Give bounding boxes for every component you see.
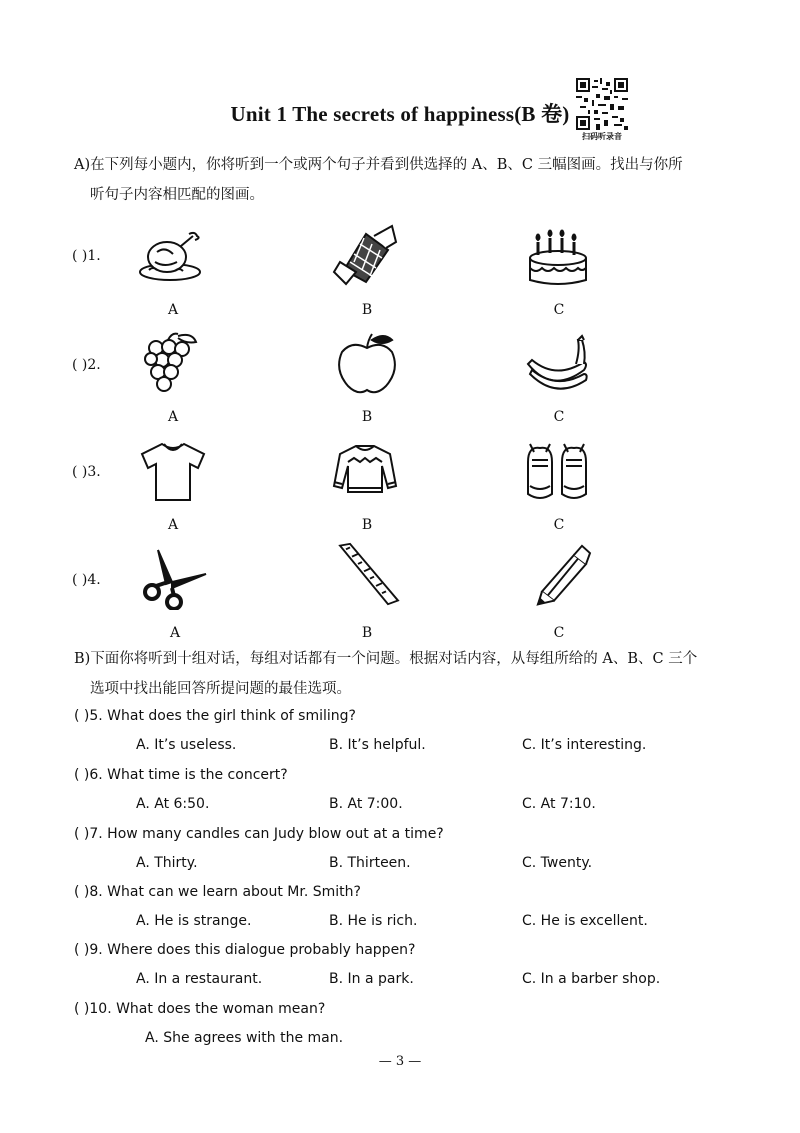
page-number: — 3 —: [378, 1054, 422, 1069]
section-a-instructions: [74, 150, 683, 210]
question-5: ( )5. What does the girl think of smiling?: [74, 708, 356, 724]
ruler-icon: [332, 542, 402, 606]
scissors-icon: [138, 546, 208, 610]
question-8: ( )8. What can we learn about Mr. Smith?: [74, 884, 361, 900]
question-7: ( )7. How many candles can Judy blow out at a time?: [74, 826, 444, 842]
section-b-instructions: [74, 644, 697, 704]
q9-option-a: A. In a restaurant.: [136, 971, 263, 987]
q2-letter-a: A: [167, 409, 179, 425]
q9-option-b: B. In a park.: [329, 971, 414, 987]
q6-option-a: A. At 6:50.: [136, 796, 210, 812]
q8-option-b: B. He is rich.: [329, 913, 418, 929]
page-title: Unit 1 The secrets of happiness(B 卷): [230, 102, 570, 126]
bananas-icon: [522, 334, 592, 398]
question-4-label: ( )4.: [72, 572, 101, 588]
q8-option-c: C. He is excellent.: [522, 913, 648, 929]
q4-letter-c: C: [553, 625, 565, 641]
q8-option-a: A. He is strange.: [136, 913, 252, 929]
chocolate-bar-icon: [330, 222, 400, 286]
q1-letter-c: C: [553, 302, 565, 318]
apple-icon: [332, 332, 402, 396]
q9-option-c: C. In a barber shop.: [522, 971, 661, 987]
t-shirt-icon: [138, 440, 208, 504]
question-6: ( )6. What time is the concert?: [74, 767, 288, 783]
qr-caption: 扫码听录音: [582, 132, 622, 141]
q5-option-b: B. It’s helpful.: [329, 737, 426, 753]
question-2-label: ( )2.: [72, 357, 101, 373]
q5-option-a: A. It’s useless.: [136, 737, 237, 753]
question-1-label: ( )1.: [72, 248, 101, 264]
q7-option-a: A. Thirty.: [136, 855, 198, 871]
section-b-line2: 选项中找出能回答所提问题的最佳选项。: [90, 681, 351, 697]
qr-code-icon: [576, 78, 628, 130]
q2-letter-c: C: [553, 409, 565, 425]
q2-letter-b: B: [361, 409, 373, 425]
section-b-line1: B)下面你将听到十组对话，每组对话都有一个问题。根据对话内容，从每组所给的 A、B、C 三个: [74, 651, 698, 667]
q3-letter-a: A: [167, 517, 179, 533]
question-9: ( )9. Where does this dialogue probably happen?: [74, 942, 416, 958]
grapes-icon: [138, 330, 208, 394]
q4-letter-b: B: [361, 625, 373, 641]
q1-letter-a: A: [167, 302, 179, 318]
q5-option-c: C. It’s interesting.: [522, 737, 647, 753]
section-a-line1: A)在下列每小题内，你将听到一个或两个句子并看到供选择的 A、B、C 三幅图画。找出与你所: [74, 157, 683, 173]
q7-option-b: B. Thirteen.: [329, 855, 411, 871]
q10-option-a: A. She agrees with the man.: [145, 1030, 344, 1046]
roast-chicken-icon: [137, 224, 207, 288]
sweater-icon: [330, 440, 400, 504]
q3-letter-c: C: [553, 517, 565, 533]
birthday-cake-icon: [522, 222, 592, 286]
q6-option-c: C. At 7:10.: [522, 796, 596, 812]
q7-option-c: C. Twenty.: [522, 855, 593, 871]
question-10: ( )10. What does the woman mean?: [74, 1001, 326, 1017]
shoes-icon: [522, 440, 592, 504]
question-3-label: ( )3.: [72, 464, 101, 480]
section-a-line2: 听句子内容相匹配的图画。: [90, 187, 264, 203]
q4-letter-a: A: [169, 625, 181, 641]
q6-option-b: B. At 7:00.: [329, 796, 403, 812]
pencil-icon: [528, 544, 598, 608]
q1-letter-b: B: [361, 302, 373, 318]
q3-letter-b: B: [361, 517, 373, 533]
